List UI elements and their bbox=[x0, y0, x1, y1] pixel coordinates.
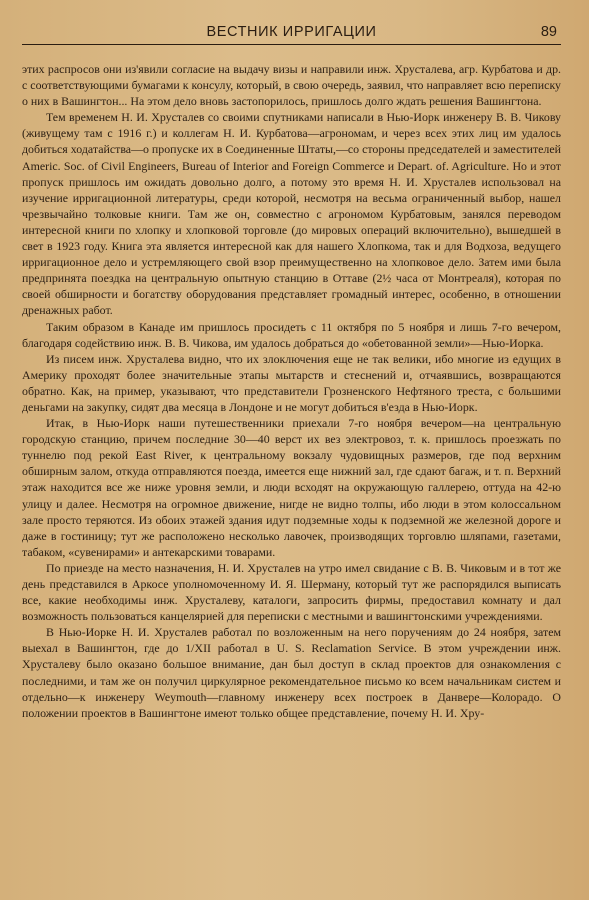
paragraph-3: Таким образом в Канаде им пришлось просидеть с 11 октября по 5 ноября и лишь 7-го вечером, благодаря содействию инж. В. В. Чикова, им удалось добраться до «обетованной земли»—Нью-Иорка. bbox=[22, 319, 561, 350]
paragraph-4: Из писем инж. Хрусталева видно, что их злоключения еще не так велики, ибо многие из едущих в Америку проходят более значительные этапы мытарств и стеснений и, отчаявшись, возвращаются обратно. Как, на пример, указывают, что представители Грозненского Нефтяного треста, с большими деньгами на закупку, сидят два месяца в Лондоне и не могут добиться в'езда в Нью-Иорк. bbox=[22, 351, 561, 414]
paragraph-1: этих распросов они из'явили согласие на выдачу визы и направили инж. Хрусталева, агр. Курбатова и др. с соответствующими бумагами к консулу, который, в свою очередь, заявил, что направляет всю переписку о них в Вашингтон... На этом дело вновь застопорилось, пришлось долго ждать решения Вашингтона. bbox=[22, 62, 561, 109]
header-rule bbox=[22, 44, 561, 45]
paragraph-6: По приезде на место назначения, Н. И. Хрусталев на утро имел свидание с В. В. Чиковым и в тот же день представился в Аркосе уполномоченному И. Я. Шерману, который тут же распорядился выписать все, какие необходимы инж. Хрусталеву, каталоги, запросить фирмы, предоставил комнату и дал возможность пользоваться канцелярией для переписки с местными и вашингтонскими учреждениями. bbox=[22, 560, 561, 624]
paragraph-5: Итак, в Нью-Иорк наши путешественники приехали 7-го ноября вечером—на центральную городскую станцию, причем последние 30—40 верст их вез электровоз, т. к. пришлось проезжать по туннелю под рекой East River, к центральному вокзалу чудовищных размеров, где под верхним обширным залом, откуда отправляются поезда, имеется еще нижний зал, где сдают багаж, и т. п. Верхний этаж находится все же ниже уровня земли, и люди всходят на окружающую галлерею, оттуда на 42-ю улицу и далее. Несмотря на огромное движение, нигде не видно толпы, ибо люди в этом колоссальном зале просто теряются. Из обоих этажей здания идут подземные ходы к подземной же железной дороге и даже в гостиницу; тут же расположено несколько лавочек, производящих торговлю шляпами, газетами, табаком, «сувенирами» и антекарскими товарами. bbox=[22, 416, 561, 559]
page-header bbox=[22, 0, 561, 46]
article-body bbox=[22, 61, 561, 721]
page-number: 89 bbox=[540, 24, 557, 40]
paragraph-2: Тем временем Н. И. Хрусталев со своими спутниками написали в Нью-Иорк инженеру В. В. Чикову (живущему там с 1916 г.) и коллегам Н. И. Курбатова—агрономам, и через всех этих лиц им удалось добиться ходатайства—о пропуске их в Соединенные Штаты,—со стороны председателей и заместителей Americ. Soc. of Civil Engineers, Bureau of Interior and Foreign Commerce и Depart. of. Agriculture. Но и этот пропуск пришлось им ожидать довольно долго, а потому это время Н. И. Хрусталев использовал на изучение ирригационной литературы, среди которой, несмотря на весьма ограниченный выбор, нашел чрезвычайно толковые книги. Там же он, совместно с агрономом Курбатовым, занялся переводом интересной книги по хлопку и хлопковой торговле (до мировых операций включительно), вышедшей в свет в 1923 году. Книга эта является интересной как для нашего Хлопкома, так и для Водхоза, ведущего ирригационное дело и устремляющего свой взор преимущественно на хлопковое дело. Затем ими была предпринята поездка на центральную опытную станцию в Оттаве (2½ часа от Монтреаля), которая по своей обширности и богатству оборудования представляет громадный интерес, особенно, в отношении дренажных работ. bbox=[22, 110, 561, 318]
paragraph-7: В Нью-Иорке Н. И. Хрусталев работал по возложенным на него поручениям до 24 ноября, затем выехал в Вашингтон, где до 1/XII работал в U. S. Reclamation Service. В этом учреждении инж. Хрусталеву было оказано большое внимание, дан был доступ в склад проектов для ознакомления с последними, и там же он получил циркулярное рекомендательное письмо ко всем начальникам систем и отдельно—к инженеру Weymouth—главному инженеру всех построек в Данвере—Колорадо. О положении проектов в Вашингтоне имеют только общее представление, почему Н. И. Хру- bbox=[22, 625, 561, 720]
journal-title: ВЕСТНИК ИРРИГАЦИИ bbox=[206, 24, 377, 40]
